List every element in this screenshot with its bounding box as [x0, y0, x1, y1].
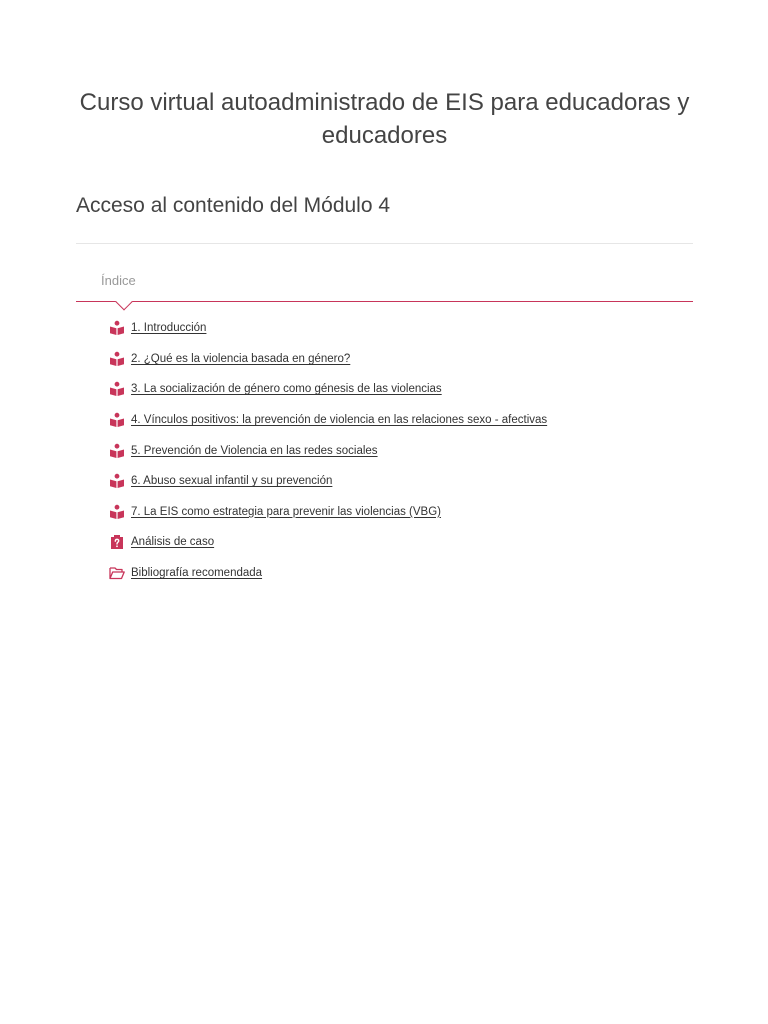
book-icon	[109, 412, 125, 428]
index-underline	[76, 301, 693, 302]
index-item-redes-sociales[interactable]	[109, 435, 547, 466]
index-item-violencia-genero[interactable]	[109, 344, 547, 375]
index-list	[109, 313, 547, 588]
index-item-analisis-caso[interactable]	[109, 527, 547, 558]
section-title: Acceso al contenido del Módulo 4	[76, 194, 391, 217]
index-link[interactable]: 4. Vínculos positivos: la prevención de violencia en las relaciones sexo - afectivas	[131, 414, 548, 427]
index-link[interactable]: 6. Abuso sexual infantil y su prevención	[131, 475, 333, 488]
index-item-introduccion[interactable]	[109, 313, 547, 344]
book-icon	[109, 473, 125, 489]
book-icon	[109, 351, 125, 367]
index-link[interactable]: 1. Introducción	[131, 322, 207, 335]
section-divider	[76, 243, 693, 244]
index-link[interactable]: Análisis de caso	[131, 536, 215, 549]
page-title: Curso virtual autoadministrado de EIS para educadoras y educadores	[79, 89, 690, 149]
index-link[interactable]: 5. Prevención de Violencia en las redes sociales	[131, 444, 378, 457]
index-item-vinculos[interactable]	[109, 405, 547, 436]
index-tab[interactable]: Índice	[101, 273, 136, 288]
question-icon	[109, 534, 125, 550]
index-link[interactable]: 7. La EIS como estrategia para prevenir las violencias (VBG)	[131, 505, 442, 518]
index-item-eis-estrategia[interactable]	[109, 497, 547, 528]
index-link[interactable]: Bibliografía recomendada	[131, 567, 263, 580]
book-icon	[109, 381, 125, 397]
index-link[interactable]: 2. ¿Qué es la violencia basada en género?	[131, 352, 351, 365]
folder-icon	[109, 565, 125, 581]
book-icon	[109, 504, 125, 520]
book-icon	[109, 443, 125, 459]
index-item-socializacion[interactable]	[109, 374, 547, 405]
index-item-abuso-sexual[interactable]	[109, 466, 547, 497]
book-icon	[109, 320, 125, 336]
index-item-bibliografia[interactable]	[109, 558, 547, 589]
index-link[interactable]: 3. La socialización de género como génesis de las violencias	[131, 383, 442, 396]
index-notch	[116, 294, 133, 311]
